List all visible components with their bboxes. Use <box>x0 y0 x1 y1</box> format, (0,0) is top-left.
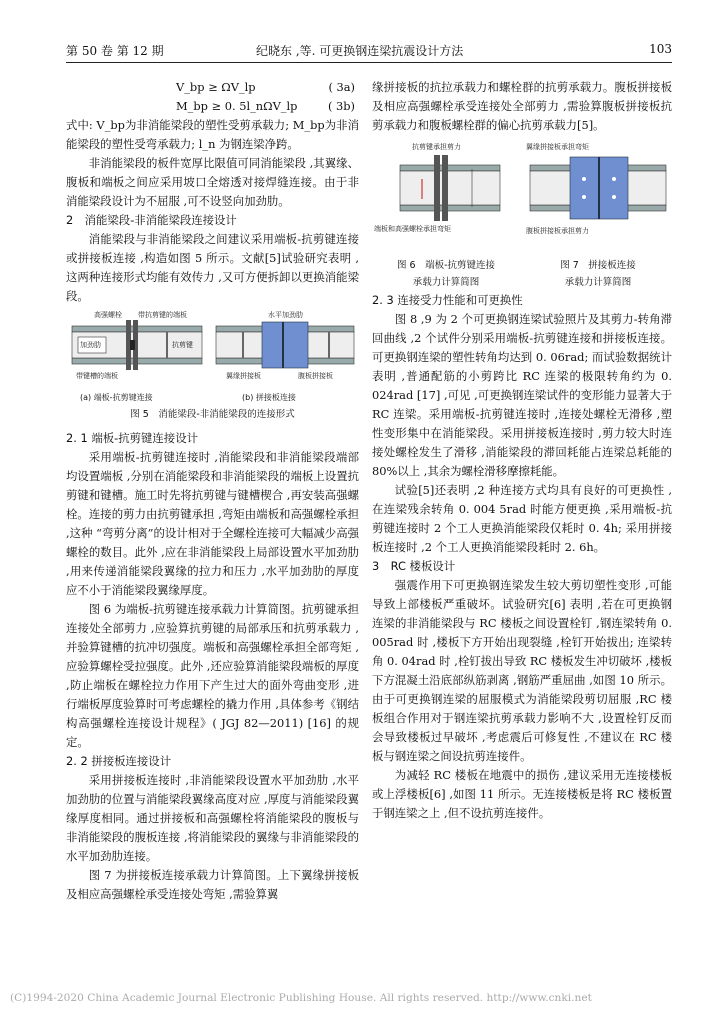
fig5-label: 加劲肋 <box>80 341 101 349</box>
fig6-label: 端板和高强螺栓承担弯矩 <box>374 225 451 233</box>
paragraph: 试验[5]还表明 ,2 种连接方式均具有良好的可更换性 ,在连梁残余转角 0. 004 5rad 时能方便更换 ,采用端板-抗剪键连接时 2 个工人更换消能梁段仅耗时 0. 4h; 采用拼接板连接时 ,2 个工人更换消能梁段耗时 2. 6h。 <box>372 483 672 554</box>
figure-7-caption-line: 图 7 拼接板连接 <box>560 260 636 271</box>
fig5-label: 带键槽的端板 <box>76 372 118 380</box>
paragraph: 为减轻 RC 楼板在地震中的损伤 ,建议采用无连接楼板或上浮楼板[6] ,如图 11 所示。无连接楼板是将 RC 楼板置于钢连梁之上 ,但不设抗剪连接件。 <box>372 768 672 820</box>
figure-6-drawing <box>372 139 520 239</box>
copyright-footer: (C)1994-2020 China Academic Journal Electronic Publishing House. All rights reserved. http://www.cnki.net <box>10 992 592 1004</box>
section-heading: 2. 3 连接受力性能和可更换性 <box>372 293 523 307</box>
article-running-title: 纪晓东 ,等. 可更换钢连梁抗震设计方法 <box>256 44 464 58</box>
paragraph: 图 8 ,9 为 2 个可更换钢连梁试验照片及其剪力-转角滞回曲线 ,2 个试件分别采用端板-抗剪键连接和拼接板连接。可更换钢连梁的塑性转角均达到 0. 06rad; 而试验数据统计表明 ,普通配筋的小剪跨比 RC 连梁的极限转角约为 0. 024rad [17] ,可见 ,可更换钢连梁试件的变形能力显著大于 RC 连梁。采用端板-抗剪键连接时 ,连接处螺栓无滑移 ,塑性变形集中在消能梁段。采用拼接板连接时 ,剪力较大时连接处螺栓发生了滑移 ,消能梁段的滞回耗能占连梁总耗能的 80%以上 ,其余为螺栓滑移摩擦耗能。 <box>372 312 672 478</box>
figure-5-caption: 图 5 消能梁段-非消能梁段的连接形式 <box>130 409 295 420</box>
header-rule <box>66 62 672 63</box>
equation-3a-formula: V_bp ≥ ΩV_lp <box>176 80 256 94</box>
section-heading: 2 消能梁段-非消能梁段连接设计 <box>66 213 237 227</box>
equation-3b-formula: M_bp ≥ 0. 5l_nΩV_lp <box>176 99 298 113</box>
figure-7-caption <box>524 257 672 291</box>
figure-5 <box>66 310 359 406</box>
fig5-label: 翼缘拼接板 <box>226 372 261 380</box>
figure-6-caption-line: 图 6 端板-抗剪键连接 <box>397 260 495 271</box>
page-number: 103 <box>649 42 672 56</box>
paragraph: 缘拼接板的抗拉承载力和螺栓群的抗剪承载力。腹板拼接板及相应高强螺栓承受连接处全部剪力 ,需验算腹板拼接板抗剪承载力和腹板螺栓群的偏心抗剪承载力[5]。 <box>372 80 672 132</box>
fig5-sub-a: (a) 端板-抗剪键连接 <box>80 393 153 402</box>
figure-5-drawing <box>66 310 359 388</box>
paragraph: 非消能梁段的板件宽厚比限值可同消能梁段 ,其翼缘、腹板和端板之间应采用坡口全熔透对接焊缝连接。由于非消能梁段设计为不屈服 ,可不设竖向加劲肋。 <box>66 156 359 208</box>
section-heading: 2. 1 端板-抗剪键连接设计 <box>66 431 198 445</box>
fig5-label: 水平加劲肋 <box>268 311 303 319</box>
figure-7-caption-line: 承载力计算简图 <box>564 277 632 288</box>
equation-3b <box>66 97 359 116</box>
equation-3b-number: ( 3b) <box>327 99 355 113</box>
fig7-label: 腹板拼接板承担剪力 <box>526 227 589 235</box>
fig5-label: 带抗剪键的端板 <box>138 311 187 319</box>
running-header <box>66 42 672 58</box>
paragraph: 图 7 为拼接板连接承载力计算简图。上下翼缘拼接板及相应高强螺栓承受连接处弯矩 ,需验算翼 <box>66 868 359 901</box>
equation-3a <box>66 78 359 97</box>
paragraph: 采用端板-抗剪键连接时 ,消能梁段和非消能梁段端部均设置端板 ,分别在消能梁段和非消能梁段的端板上设置抗剪键和键槽。施工时先将抗剪键与键槽楔合 ,再安装高强螺栓。连接的剪力由抗剪键承担 ,弯矩由端板和高强螺栓承担 ,这种 “弯剪分离”的设计相对于全螺栓连接可大幅减少高强螺栓的数目。此外 ,应在非消能梁段上局部设置水平加劲肋 ,用来传递消能梁段翼缘的拉力和压力 ,水平加劲肋的厚度应不小于消能梁段翼缘厚度。 <box>66 450 359 597</box>
fig6-label: 抗剪键承担剪力 <box>412 143 461 151</box>
figure-7-drawing <box>524 139 672 239</box>
figure-6-caption-line: 承载力计算简图 <box>412 277 480 288</box>
paragraph: 消能梁段与非消能梁段之间建议采用端板-抗剪键连接或拼接板连接 ,构造如图 5 所示。文献[5]试验研究表明 ,这两种连接形式均能有效传力 ,又可方便拆卸以更换消能梁段。 <box>66 232 359 303</box>
paragraph: 式中: V_bp为非消能梁段的塑性受剪承载力; M_bp为非消能梁段的塑性受弯承载力; l_n 为钢连梁净跨。 <box>66 118 359 151</box>
fig5-label: 腹板拼接板 <box>298 372 333 380</box>
paragraph: 采用拼接板连接时 ,非消能梁段设置水平加劲肋 ,水平加劲肋的位置与消能梁段翼缘高度对应 ,厚度与消能梁段翼缘厚度相同。通过拼接板和高强螺栓将消能梁段的腹板与非消能梁段的腹板连接 ,将消能梁段的翼缘与非消能梁段的水平加劲肋连接。 <box>66 773 359 863</box>
figures-6-7 <box>372 139 672 257</box>
fig5-label: 高强螺栓 <box>94 311 122 319</box>
journal-volume: 第 50 卷 第 12 期 <box>66 44 164 58</box>
equation-3a-number: ( 3a) <box>328 80 355 94</box>
section-heading: 2. 2 拼接板连接设计 <box>66 754 172 768</box>
left-column <box>66 78 359 904</box>
fig7-label: 翼缘拼接板承担弯矩 <box>526 143 589 151</box>
paragraph: 图 6 为端板-抗剪键连接承载力计算简图。抗剪键承担连接处全部剪力 ,应验算抗剪键的局部承压和抗剪承载力 ,并验算键槽的抗冲切强度。端板和高强螺栓承担全部弯矩 ,应验算螺栓受拉强度。此外 ,还应验算消能梁段端板的厚度 ,防止端板在螺栓拉力作用下产生过大的面外弯曲变形 ,进行端板厚度验算时可考虑螺栓的撬力作用 ,具体参考《钢结构高强螺栓连接设计规程》( JGJ 82—2011) [16] 的规定。 <box>66 602 359 749</box>
figure-captions <box>372 257 672 291</box>
fig5-sub-b: (b) 拼接板连接 <box>242 393 296 402</box>
fig5-label: 抗剪键 <box>172 341 193 349</box>
right-column <box>372 78 672 823</box>
figure-6-caption <box>372 257 520 291</box>
section-heading: 3 RC 楼板设计 <box>372 559 456 573</box>
paragraph: 强震作用下可更换钢连梁发生较大剪切塑性变形 ,可能导致上部楼板严重破坏。试验研究[6] 表明 ,若在可更换钢连梁的非消能梁段与 RC 楼板之间设置栓钉 ,钢连梁转角 0. 005rad 时 ,楼板下方开始出现裂缝 ,栓钉开始拔出; 连梁转角 0. 04rad 时 ,栓钉拔出导致 RC 楼板发生冲切破坏 ,楼板下方混凝土沿底部纵筋剥离 ,钢筋严重屈曲 ,如图 10 所示。由于可更换钢连梁的屈服模式为消能梁段剪切屈服 ,RC 楼板组合作用对于钢连梁抗剪承载力影响不大 ,设置栓钉反而会导致楼板过早破坏 ,考虑震后可修复性 ,不建议在 RC 楼板与钢连梁之间设抗剪连接件。 <box>372 578 672 763</box>
